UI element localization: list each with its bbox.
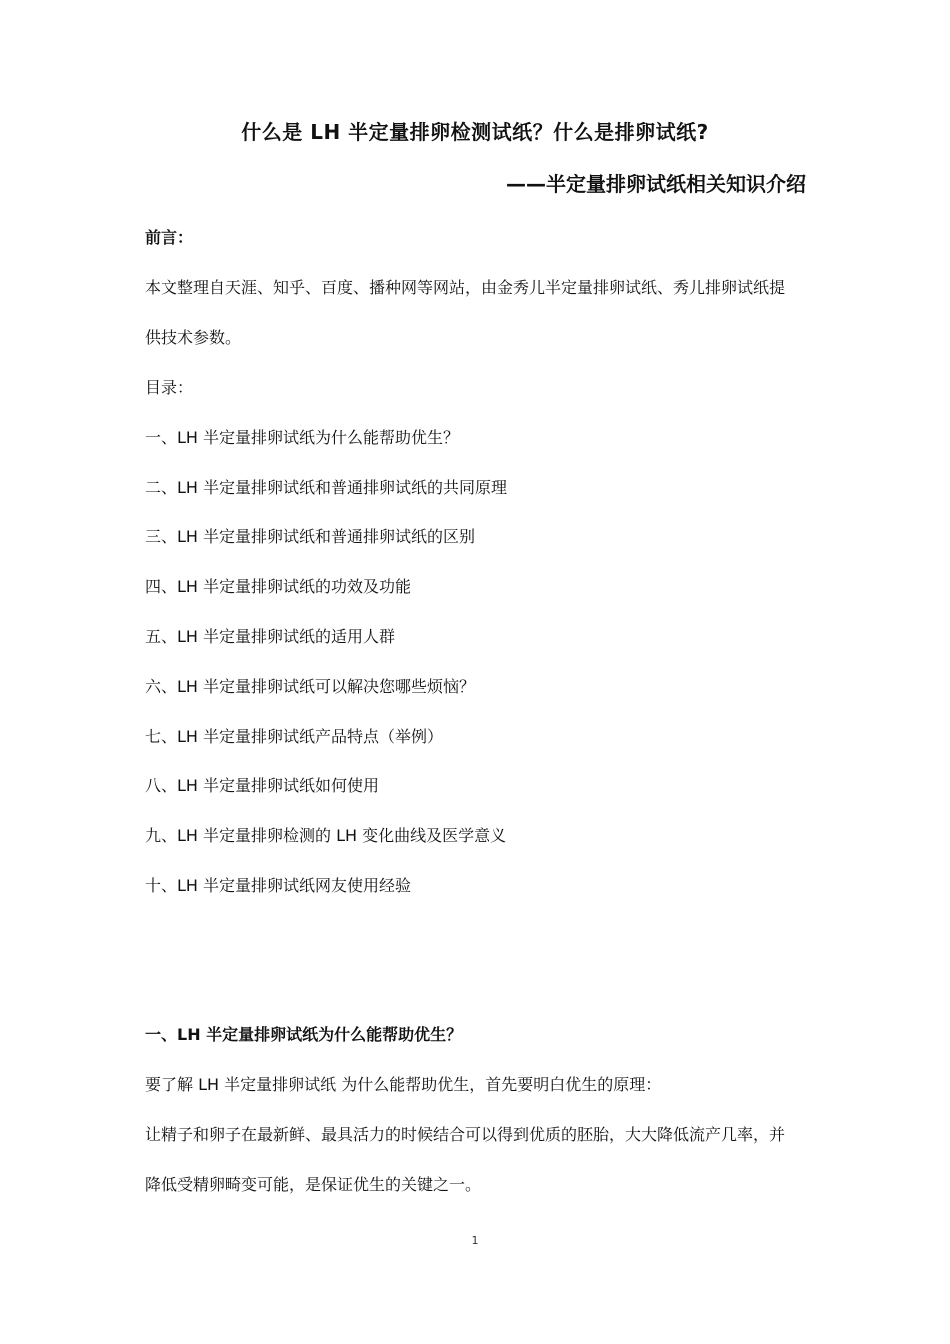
section-1-paragraph-line-1: 要了解 LH 半定量排卵试纸 为什么能帮助优生，首先要明白优生的原理： [145,1075,662,1094]
section-1-heading: 一、LH 半定量排卵试纸为什么能帮助优生？ [145,1025,463,1044]
toc-item: 二、LH 半定量排卵试纸和普通排卵试纸的共同原理 [145,478,508,497]
toc-item: 八、LH 半定量排卵试纸如何使用 [145,776,380,795]
preface-paragraph-line-2: 供技术参数。 [145,328,242,347]
page-number: 1 [471,1234,479,1247]
toc-item: 三、LH 半定量排卵试纸和普通排卵试纸的区别 [145,527,476,546]
toc-item: 六、LH 半定量排卵试纸可以解决您哪些烦恼？ [145,677,476,696]
toc-item: 一、LH 半定量排卵试纸为什么能帮助优生？ [145,428,460,447]
toc-item: 九、LH 半定量排卵检测的 LH 变化曲线及医学意义 [145,826,507,845]
toc-item: 七、LH 半定量排卵试纸产品特点（举例） [145,727,444,746]
toc-heading: 目录： [145,378,194,397]
document-subtitle: ——半定量排卵试纸相关知识介绍 [506,172,806,196]
toc-item: 五、LH 半定量排卵试纸的适用人群 [145,627,396,646]
preface-heading: 前言： [145,228,194,247]
toc-item: 四、LH 半定量排卵试纸的功效及功能 [145,577,412,596]
document-title: 什么是 LH 半定量排卵检测试纸？什么是排卵试纸? [241,120,709,144]
preface-paragraph-line-1: 本文整理自天涯、知乎、百度、播种网等网站，由金秀儿半定量排卵试纸、秀儿排卵试纸提 [145,278,786,297]
section-1-paragraph-line-2: 让精子和卵子在最新鲜、最具活力的时候结合可以得到优质的胚胎，大大降低流产几率，并 [145,1125,786,1144]
toc-item: 十、LH 半定量排卵试纸网友使用经验 [145,876,412,895]
section-1-paragraph-line-3: 降低受精卵畸变可能，是保证优生的关键之一。 [145,1175,482,1194]
